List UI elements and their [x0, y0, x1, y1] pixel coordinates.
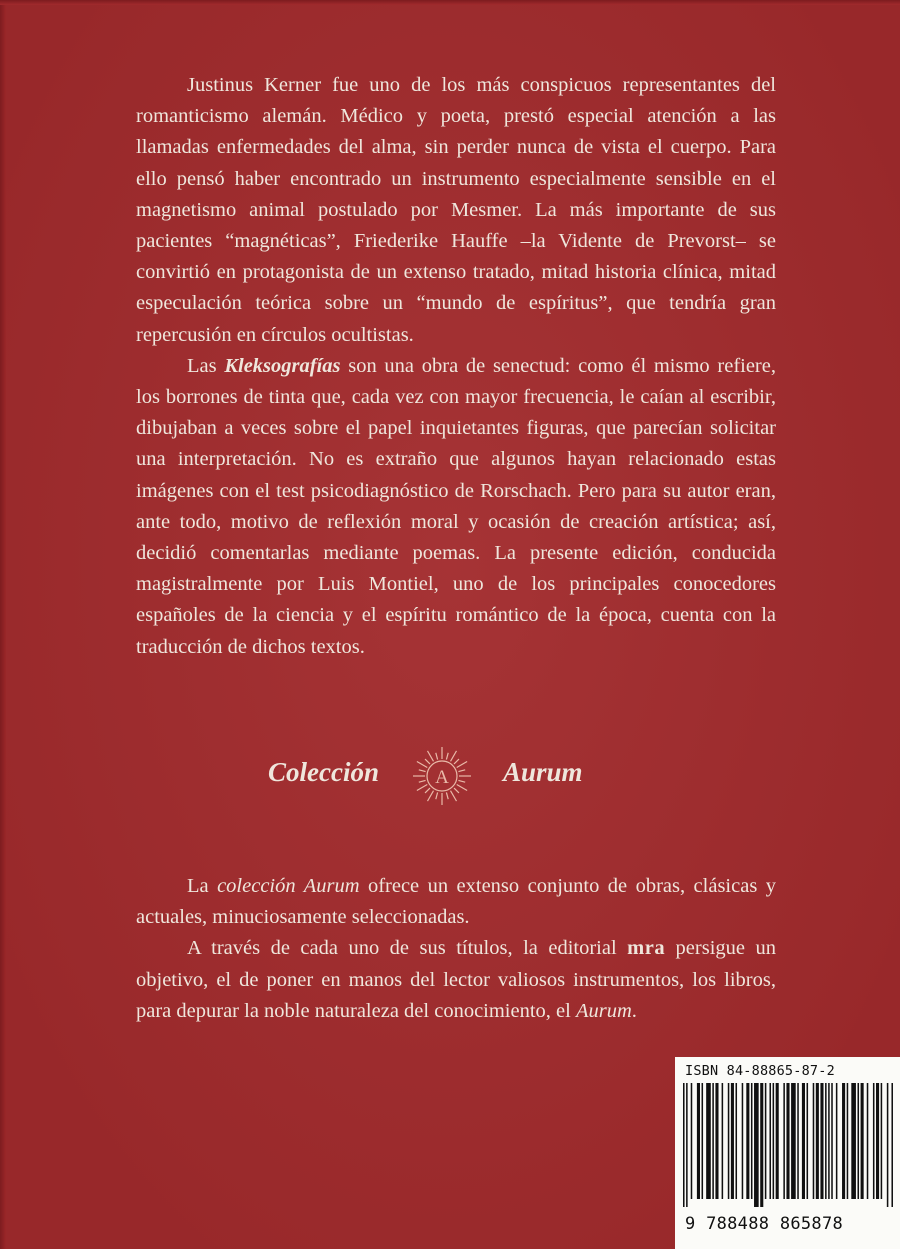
book-blurb	[136, 70, 776, 663]
barcode-label	[675, 1057, 900, 1249]
collection-label: Colección	[268, 757, 379, 787]
isbn-number: ISBN 84-88865-87-2	[685, 1063, 835, 1079]
top-edge	[0, 0, 900, 5]
promo-p1-em: colección Aurum	[217, 875, 360, 897]
promo-p2-end: .	[631, 999, 637, 1022]
blurb-paragraph-2	[136, 351, 776, 663]
blurb-paragraph-1: Justinus Kerner fue uno de los más conspicuos representantes del romanticismo alemán. Médico y poeta, prestó especial atención a las llamadas enfermedades del alma, sin perder nunca de vista el cuerpo. Para ello pensó haber encontrado un instrumento especialmente sensible en el magnetismo animal postulado por Mesmer. La más importante de sus pacientes “magnéticas”, Friederike Hauffe –la Vidente de Prevorst– se convirtió en protagonista de un extenso tratado, mitad historia clínica, mitad especulación teórica sobre un “mundo de espíritus”, que tendría gran repercusión en círculos ocultistas.	[136, 74, 776, 346]
collection-description	[136, 871, 776, 1027]
promo-p2-mid: persigue un objetivo, el de poner en manos del lector valiosos instrumentos, los libros, para depurar la noble naturaleza del conocimiento, el	[136, 937, 776, 1022]
ean-number: 9 788488 865878	[685, 1214, 844, 1234]
promo-p1-rest: ofrece un extenso conjunto de obras, clásicas y actuales, minuciosamente seleccionadas.	[136, 875, 776, 929]
blurb-p2-lead: Las	[187, 354, 225, 377]
collection-name: Aurum	[503, 757, 583, 787]
promo-paragraph-1	[136, 871, 776, 933]
promo-p2-lead: A través de cada uno de sus títulos, la editorial	[187, 937, 628, 960]
book-title: Kleksografías	[224, 354, 341, 377]
collection-banner	[0, 745, 900, 805]
emblem-letter: A	[435, 767, 449, 788]
sun-emblem-icon	[411, 745, 473, 807]
spine-edge	[0, 0, 6, 1249]
blurb-p2-rest: son una obra de senectud: como él mismo refiere, los borrones de tinta que, cada vez con mayor frecuencia, le caían al escribir, dibujaban a veces sobre el papel inquietantes figuras, que parecían solicitar una interpretación. No es extraño que algunos hayan relacionado estas imágenes con el test psicodiagnóstico de Rorschach. Pero para su autor eran, ante todo, motivo de reflexión moral y ocasión de creación artística; así, decidió comentarlas mediante poemas. La presente edición, conducida magistralmente por Luis Montiel, uno de los principales conocedores españoles de la ciencia y el espíritu romántico de la época, cuenta con la traducción de dichos textos.	[136, 354, 776, 658]
publisher-brand: mra	[627, 937, 666, 960]
promo-p1-lead: La	[187, 875, 218, 897]
promo-paragraph-2	[136, 933, 776, 1027]
promo-p2-em: Aurum	[575, 999, 632, 1022]
barcode-icon	[683, 1083, 893, 1207]
